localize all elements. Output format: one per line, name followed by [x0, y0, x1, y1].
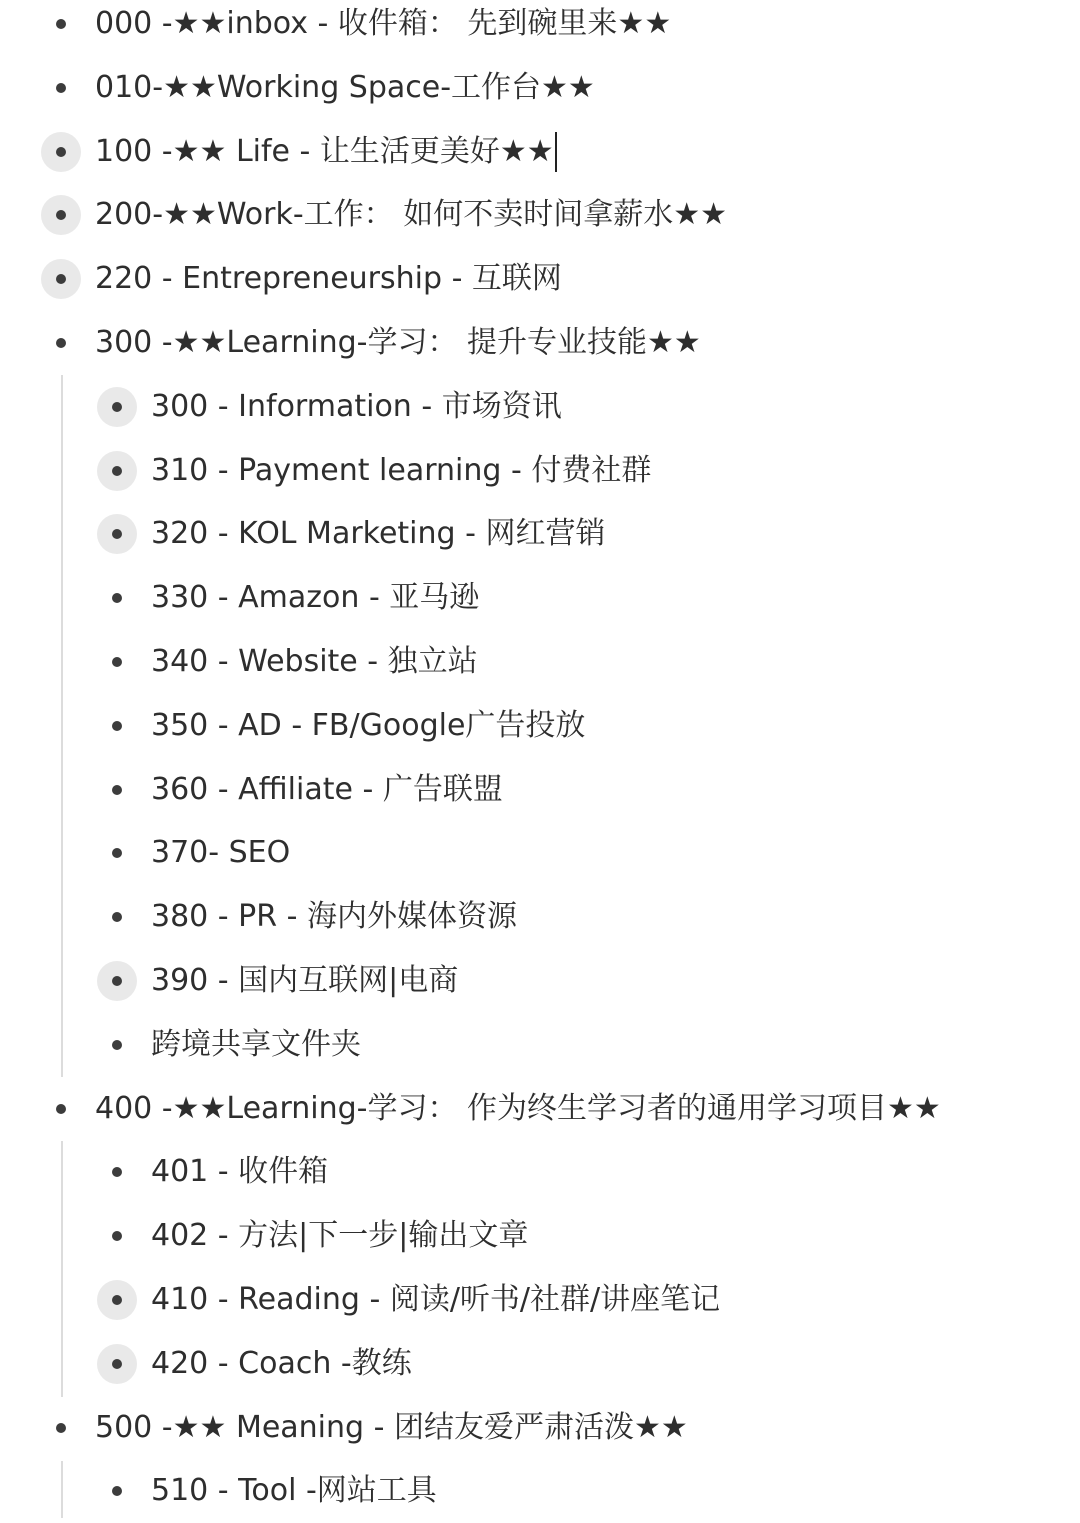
outline-item-text: 340 - Website - 独立站 — [151, 644, 478, 679]
bullet-icon[interactable] — [41, 4, 81, 44]
bullet-dot-icon — [112, 1040, 122, 1050]
bullet-icon[interactable] — [97, 1471, 137, 1511]
outline-item-text: 320 - KOL Marketing - 网红营销 — [151, 516, 606, 552]
outline-item-label[interactable] — [95, 1396, 688, 1460]
outline-item-label[interactable] — [95, 1077, 941, 1141]
outline-item[interactable] — [0, 1013, 1080, 1077]
bullet-dot-icon — [112, 466, 122, 476]
outline-item[interactable] — [0, 1396, 1080, 1460]
bullet-dot-icon — [56, 210, 66, 220]
bullet-icon[interactable] — [97, 833, 137, 873]
outline-item-text: 401 - 收件箱 — [151, 1154, 329, 1190]
collapsed-bullet-icon[interactable] — [41, 195, 81, 235]
outline-item[interactable] — [0, 758, 1080, 822]
outline-item-label[interactable] — [151, 375, 562, 439]
collapsed-bullet-icon[interactable] — [97, 387, 137, 427]
bullet-icon[interactable] — [97, 1152, 137, 1192]
outline-item-text: 300 - Information - 市场资讯 — [151, 388, 562, 424]
bullet-dot-icon — [112, 912, 122, 922]
outline-item-text: 200-★★Work-工作： 如何不卖时间拿薪水★★ — [95, 197, 727, 233]
outline-item-label[interactable] — [151, 1459, 437, 1523]
collapsed-bullet-icon[interactable] — [97, 961, 137, 1001]
outline-item-label[interactable] — [95, 311, 701, 375]
outline-item-label[interactable] — [95, 56, 595, 120]
bullet-icon[interactable] — [41, 68, 81, 108]
outline-item-text: 220 - Entrepreneurship - 互联网 — [95, 261, 562, 297]
bullet-dot-icon — [56, 19, 66, 29]
bullet-dot-icon — [112, 1359, 122, 1369]
outline-item[interactable] — [0, 502, 1080, 566]
outline-item-text: 500 -★★ Meaning - 团结友爱严肃活泼★★ — [95, 1409, 688, 1445]
outline-item[interactable] — [0, 1077, 1080, 1141]
outline-item-text: 350 - AD - FB/Google广告投放 — [151, 707, 586, 743]
outline-item-label[interactable] — [151, 949, 458, 1013]
outline-item-label[interactable] — [151, 694, 585, 758]
outline-item[interactable] — [0, 311, 1080, 375]
outline-item-label[interactable] — [95, 0, 671, 56]
outline-item-text: 400 -★★Learning-学习： 作为终生学习者的通用学习项目★★ — [95, 1090, 941, 1126]
outline-item-text: 402 - 方法|下一步|输出文章 — [151, 1218, 529, 1254]
outline-item-text: 010-★★Working Space-工作台★★ — [95, 69, 595, 105]
bullet-icon[interactable] — [97, 706, 137, 746]
outline-item-label[interactable] — [151, 1332, 412, 1396]
outline-item[interactable] — [0, 120, 1080, 184]
outline-item[interactable] — [0, 247, 1080, 311]
outline-item[interactable] — [0, 0, 1080, 56]
outline-item-text: 370- SEO — [151, 835, 291, 871]
outline-item-label[interactable] — [151, 1268, 720, 1332]
collapsed-bullet-icon[interactable] — [97, 514, 137, 554]
outline-item-label[interactable] — [151, 758, 503, 822]
outline-item-text: 510 - Tool -网站工具 — [151, 1473, 437, 1509]
outline-item[interactable] — [0, 1332, 1080, 1396]
bullet-icon[interactable] — [41, 323, 81, 363]
bullet-dot-icon — [112, 848, 122, 858]
bullet-dot-icon — [112, 1486, 122, 1496]
collapsed-bullet-icon[interactable] — [97, 1344, 137, 1384]
outline-item-text: 330 - Amazon - 亚马逊 — [151, 580, 480, 616]
bullet-icon[interactable] — [97, 1216, 137, 1256]
outline-item-label[interactable] — [95, 183, 727, 247]
outline-item[interactable] — [0, 1204, 1080, 1268]
bullet-dot-icon — [56, 1423, 66, 1433]
outline-item[interactable] — [0, 56, 1080, 120]
outline-item-text: 410 - Reading - 阅读/听书/社群/讲座笔记 — [151, 1282, 721, 1317]
bullet-dot-icon — [56, 338, 66, 348]
outline-item[interactable] — [0, 1459, 1080, 1523]
outline-item-text: 跨境共享文件夹 — [151, 1026, 361, 1062]
bullet-dot-icon — [56, 147, 66, 157]
bullet-icon[interactable] — [97, 1025, 137, 1065]
outline-item-text: 390 - 国内互联网|电商 — [151, 963, 459, 998]
outline-item-label[interactable] — [151, 885, 517, 949]
outline-item-text: 420 - Coach -教练 — [151, 1345, 412, 1381]
bullet-dot-icon — [112, 657, 122, 667]
bullet-icon[interactable] — [41, 1089, 81, 1129]
outline-item-label[interactable] — [151, 630, 478, 694]
outline-item-label[interactable] — [151, 1013, 361, 1077]
outline-item-label[interactable] — [151, 821, 290, 885]
bullet-dot-icon — [112, 1167, 122, 1177]
collapsed-bullet-icon[interactable] — [97, 1280, 137, 1320]
outline-item-label[interactable] — [151, 1140, 328, 1204]
outline-item[interactable] — [0, 375, 1080, 439]
outline-item-label[interactable] — [151, 439, 651, 503]
collapsed-bullet-icon[interactable] — [97, 451, 137, 491]
bullet-dot-icon — [56, 1104, 66, 1114]
bullet-dot-icon — [112, 593, 122, 603]
outline-item-label[interactable] — [151, 502, 605, 566]
bullet-icon[interactable] — [97, 578, 137, 618]
bullet-dot-icon — [112, 529, 122, 539]
outline-item[interactable] — [0, 630, 1080, 694]
bullet-dot-icon — [112, 785, 122, 795]
outline-item-text: 100 -★★ Life - 让生活更美好★★ — [95, 133, 554, 169]
outline-item-text: 310 - Payment learning - 付费社群 — [151, 452, 652, 488]
bullet-icon[interactable] — [41, 1408, 81, 1448]
outline-item-text: 380 - PR - 海内外媒体资源 — [151, 899, 517, 935]
bullet-icon[interactable] — [97, 897, 137, 937]
collapsed-bullet-icon[interactable] — [41, 259, 81, 299]
outline-item-text: 000 -★★inbox - 收件箱： 先到碗里来★★ — [95, 6, 672, 41]
outline-item[interactable] — [0, 949, 1080, 1013]
bullet-icon[interactable] — [97, 642, 137, 682]
outline-item[interactable] — [0, 566, 1080, 630]
bullet-dot-icon — [112, 1231, 122, 1241]
outline-item-text: 360 - Affiliate - 广告联盟 — [151, 771, 503, 807]
outline-item[interactable] — [0, 694, 1080, 758]
outline-item-label[interactable] — [95, 247, 562, 311]
outline-item-label[interactable] — [151, 566, 479, 630]
outline-item[interactable] — [0, 821, 1080, 885]
outline-item-label[interactable] — [151, 1204, 528, 1268]
outline-item[interactable] — [0, 1140, 1080, 1204]
bullet-dot-icon — [56, 83, 66, 93]
bullet-dot-icon — [112, 1295, 122, 1305]
text-cursor — [555, 132, 557, 172]
outline-item-label[interactable] — [95, 120, 557, 184]
outline-item[interactable] — [0, 885, 1080, 949]
bullet-icon[interactable] — [97, 770, 137, 810]
outline-item[interactable] — [0, 1268, 1080, 1332]
bullet-dot-icon — [56, 274, 66, 284]
bullet-dot-icon — [112, 721, 122, 731]
outline-item[interactable] — [0, 183, 1080, 247]
bullet-dot-icon — [112, 976, 122, 986]
bullet-dot-icon — [112, 402, 122, 412]
collapsed-bullet-icon[interactable] — [41, 132, 81, 172]
outline-item-text: 300 -★★Learning-学习： 提升专业技能★★ — [95, 325, 701, 360]
outline-item[interactable] — [0, 439, 1080, 503]
